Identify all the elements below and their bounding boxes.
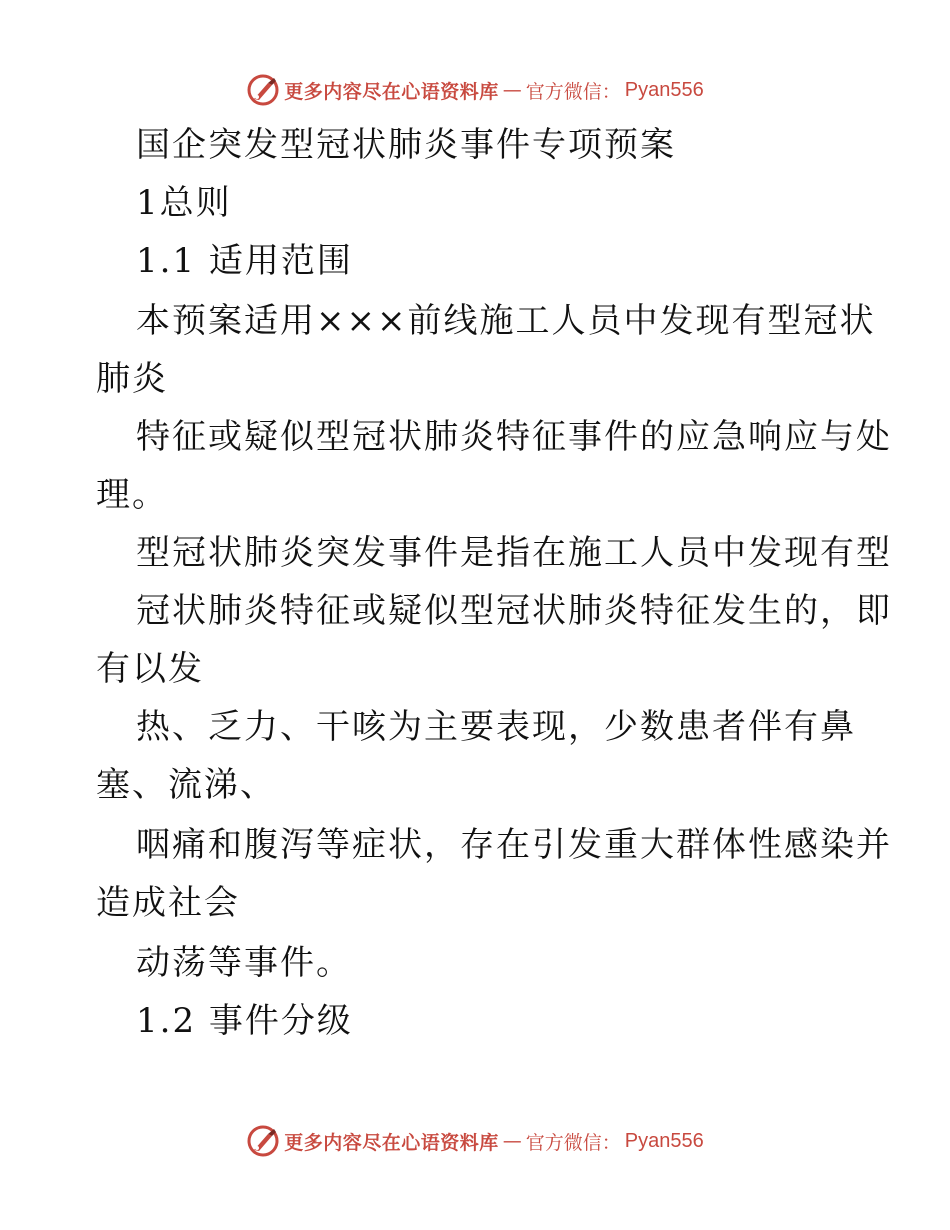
paragraph-line: 本预案适用×××前线施工人员中发现有型冠状 [136,301,876,341]
banner-main-text: 更多内容尽在心语资料库 [284,1131,499,1154]
paragraph-line: 有以发 [96,649,204,689]
banner-wechat-id: Pyan556 [624,78,704,101]
section-heading-1-1: 1.1 适用范围 [136,241,353,281]
banner-separator: — [502,1130,522,1152]
paragraph-line: 热、乏力、干咳为主要表现，少数患者伴有鼻 [136,707,856,747]
document-title: 国企突发型冠状肺炎事件专项预案 [136,125,676,165]
paragraph-line: 塞、流涕、 [96,765,276,805]
banner-main-text: 更多内容尽在心语资料库 [284,80,499,103]
section-heading-1-2: 1.2 事件分级 [136,1001,353,1041]
paragraph-line: 造成社会 [96,883,240,923]
paragraph-line: 型冠状肺炎突发事件是指在施工人员中发现有型 [136,533,892,573]
paragraph-line: 咽痛和腹泻等症状，存在引发重大群体性感染并 [136,825,892,865]
section-heading-1: 1总则 [136,183,232,223]
banner-wechat-label: 官方微信： [525,1131,621,1154]
footer-banner [0,1121,950,1161]
quill-pen-logo-icon [246,73,280,107]
paragraph-line: 理。 [96,475,168,515]
banner-wechat-label: 官方微信： [525,80,621,103]
quill-pen-logo-icon [246,1124,280,1158]
header-banner [0,70,950,110]
paragraph-line: 肺炎 [96,359,168,399]
banner-wechat-id: Pyan556 [624,1129,704,1152]
paragraph-line: 动荡等事件。 [136,943,352,983]
paragraph-line: 特征或疑似型冠状肺炎特征事件的应急响应与处 [136,417,892,457]
paragraph-line: 冠状肺炎特征或疑似型冠状肺炎特征发生的，即 [136,591,892,631]
banner-separator: — [502,79,522,101]
